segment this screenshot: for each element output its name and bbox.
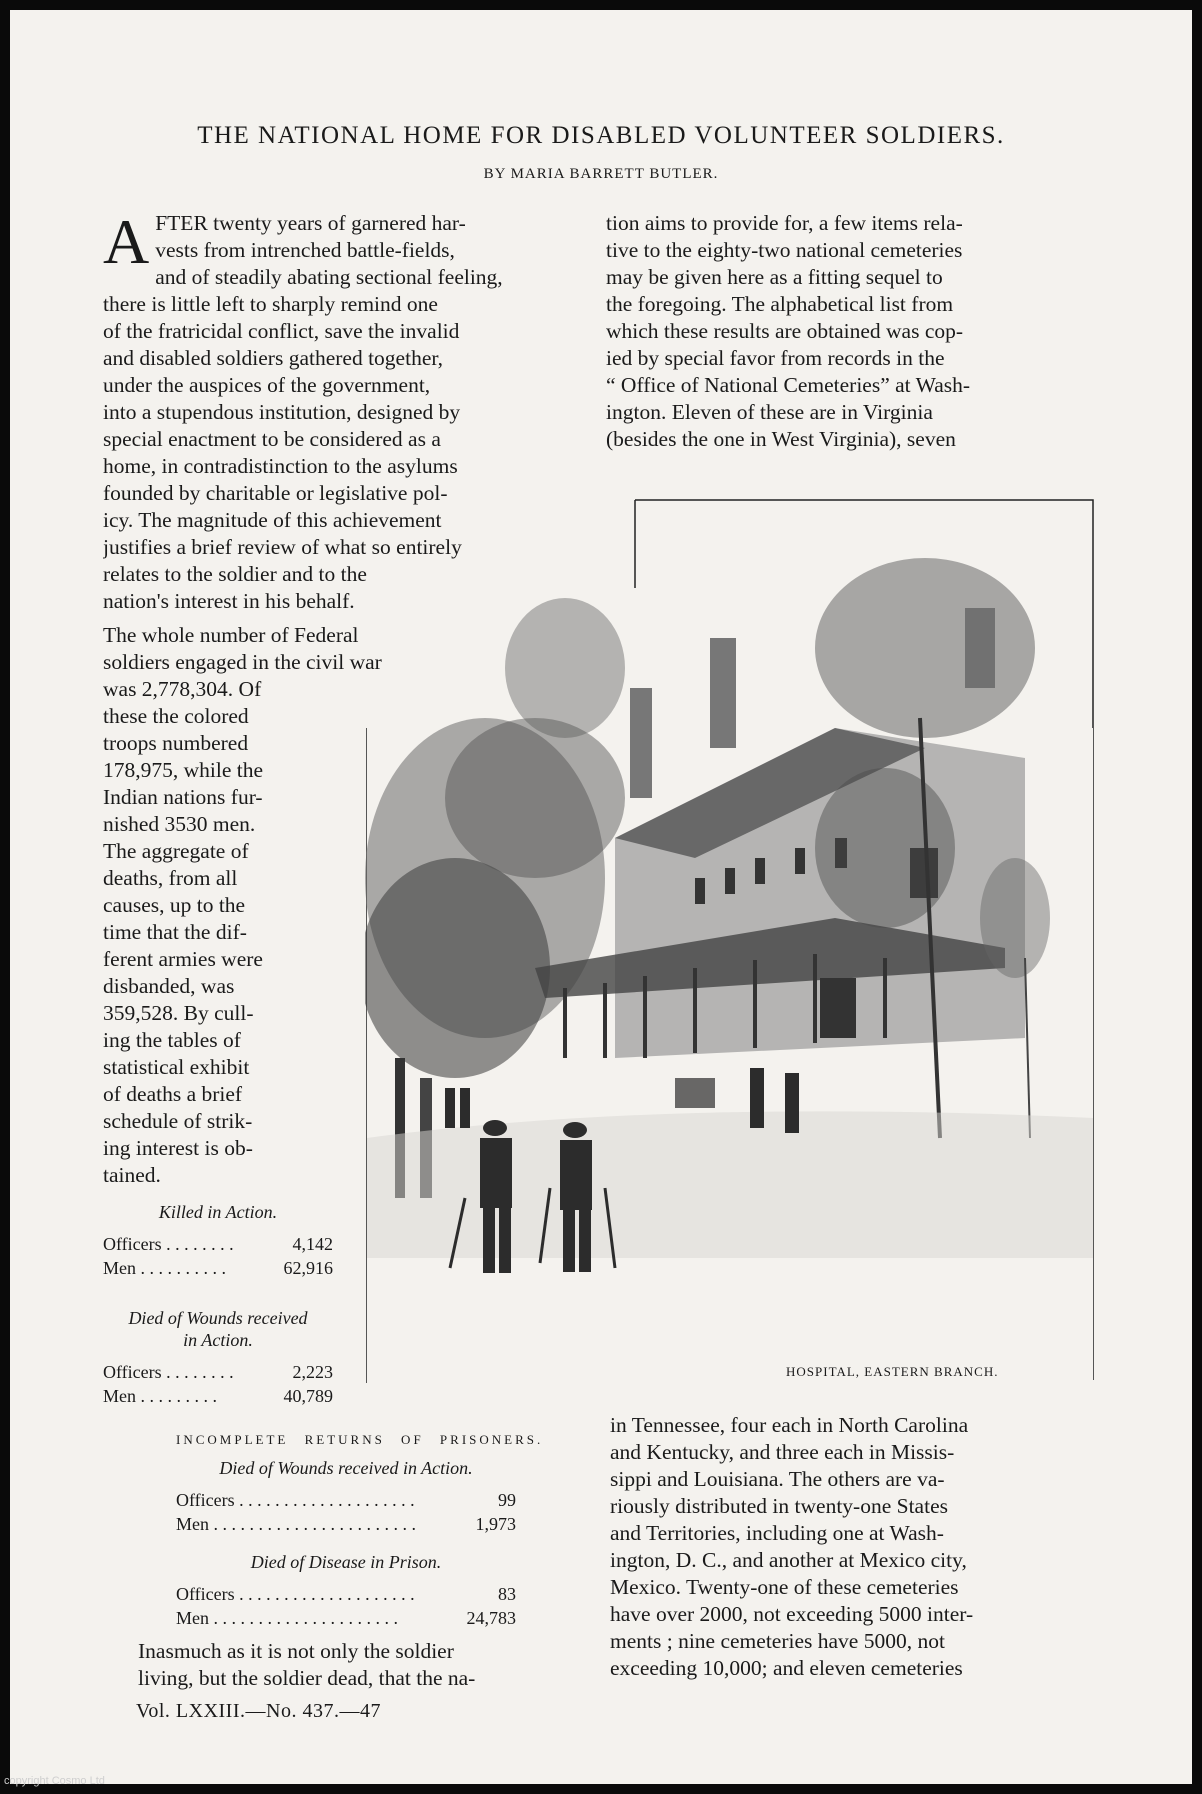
text-line: soldiers engaged in the civil war bbox=[103, 650, 382, 674]
text-line: into a stupendous institution, designed by bbox=[103, 400, 461, 424]
prisoners-heading: INCOMPLETE RETURNS OF PRISONERS. bbox=[176, 1432, 544, 1447]
text-line: schedule of strik- bbox=[103, 1109, 253, 1133]
text-line: statistical exhibit bbox=[103, 1055, 250, 1079]
prison-disease-officers-label: Officers . . . . . . . . . . . . . . . . . . . . bbox=[176, 1584, 415, 1604]
page-footer: Vol. LXXIII.—No. 437.—47 bbox=[136, 1700, 381, 1722]
text-line: tion aims to provide for, a few items rela- bbox=[606, 211, 963, 235]
killed-officers-label: Officers . . . . . . . . bbox=[103, 1234, 234, 1254]
prison-disease-officers-row bbox=[176, 1584, 516, 1605]
prison-wounds-officers-row bbox=[176, 1490, 516, 1511]
text-line: in Tennessee, four each in North Carolina bbox=[610, 1413, 969, 1437]
text-line: (besides the one in West Virginia), seven bbox=[606, 427, 956, 451]
text-line: icy. The magnitude of this achievement bbox=[103, 508, 442, 532]
text-line: troops numbered bbox=[103, 731, 249, 755]
text-line: of the fratricidal conflict, save the invalid bbox=[103, 319, 460, 343]
text-line: The aggregate of bbox=[103, 839, 249, 863]
right-column-top bbox=[606, 210, 1092, 453]
text-line: Mexico. Twenty-one of these cemeteries bbox=[610, 1575, 959, 1599]
text-line: have over 2000, not exceeding 5000 inter- bbox=[610, 1602, 974, 1626]
text-line: nished 3530 men. bbox=[103, 812, 256, 836]
text-line: vests from intrenched battle-fields, bbox=[155, 238, 455, 262]
text-line: of deaths a brief bbox=[103, 1082, 243, 1106]
text-line: Indian nations fur- bbox=[103, 785, 263, 809]
text-line: living, but the soldier dead, that the na- bbox=[138, 1666, 476, 1690]
prison-wounds-men-value: 1,973 bbox=[475, 1514, 516, 1534]
prison-disease-officers-value: 83 bbox=[498, 1584, 516, 1604]
killed-officers-row bbox=[103, 1234, 333, 1255]
wounds-heading-1: Died of Wounds received bbox=[128, 1308, 308, 1328]
text-line: which these results are obtained was cop- bbox=[606, 319, 964, 343]
text-line: riously distributed in twenty-one States bbox=[610, 1494, 948, 1518]
wounds-men-label: Men . . . . . . . . . bbox=[103, 1386, 217, 1406]
text-line: ferent armies were bbox=[103, 947, 263, 971]
text-line: 178,975, while the bbox=[103, 758, 264, 782]
text-line: justifies a brief review of what so entirely bbox=[103, 535, 462, 559]
killed-officers-value: 4,142 bbox=[292, 1234, 333, 1254]
text-line: ments ; nine cemeteries have 5000, not bbox=[610, 1629, 945, 1653]
prison-disease-men-value: 24,783 bbox=[466, 1608, 516, 1628]
text-line: and disabled soldiers gathered together, bbox=[103, 346, 444, 370]
text-line: time that the dif- bbox=[103, 920, 247, 944]
text-line: tained. bbox=[103, 1163, 161, 1187]
text-line: under the auspices of the government, bbox=[103, 373, 431, 397]
illustration-caption: HOSPITAL, EASTERN BRANCH. bbox=[786, 1364, 999, 1379]
text-line: ing interest is ob- bbox=[103, 1136, 253, 1160]
article-byline: BY MARIA BARRETT BUTLER. bbox=[483, 166, 719, 182]
wounds-men-value: 40,789 bbox=[283, 1386, 333, 1406]
prison-wounds-heading: Died of Wounds received in Action. bbox=[219, 1458, 473, 1478]
magazine-page bbox=[10, 10, 1192, 1784]
watermark-text: copyright Cosmo Ltd bbox=[4, 1775, 105, 1787]
text-line: these the colored bbox=[103, 704, 249, 728]
text-line: was 2,778,304. Of bbox=[103, 677, 262, 701]
text-line: and Kentucky, and three each in Missis- bbox=[610, 1440, 955, 1464]
text-line: nation's interest in his behalf. bbox=[103, 589, 355, 613]
text-line: deaths, from all bbox=[103, 866, 238, 890]
text-line: 359,528. By cull- bbox=[103, 1001, 254, 1025]
right-column-bottom bbox=[610, 1412, 1100, 1682]
text-line: founded by charitable or legislative pol- bbox=[103, 481, 448, 505]
killed-heading: Killed in Action. bbox=[158, 1202, 278, 1222]
text-line: ington, D. C., and another at Mexico city, bbox=[610, 1548, 967, 1572]
text-line: and of steadily abating sectional feeling, bbox=[155, 265, 503, 289]
text-line: may be given here as a fitting sequel to bbox=[606, 265, 943, 289]
prison-wounds-men-row bbox=[176, 1514, 516, 1535]
drop-cap: A bbox=[103, 206, 150, 277]
text-line: ied by special favor from records in the bbox=[606, 346, 945, 370]
prison-disease-heading: Died of Disease in Prison. bbox=[250, 1552, 442, 1572]
paragraph-inasmuch bbox=[138, 1638, 598, 1692]
text-line: Inasmuch as it is not only the soldier bbox=[138, 1639, 454, 1663]
text-line: ington. Eleven of these are in Virginia bbox=[606, 400, 933, 424]
text-line: the foregoing. The alphabetical list from bbox=[606, 292, 954, 316]
text-line: FTER twenty years of garnered har- bbox=[155, 211, 466, 235]
text-line: relates to the soldier and to the bbox=[103, 562, 367, 586]
prison-disease-men-label: Men . . . . . . . . . . . . . . . . . . . . . bbox=[176, 1608, 398, 1628]
prison-wounds-officers-value: 99 bbox=[498, 1490, 516, 1510]
wounds-men-row bbox=[103, 1386, 333, 1407]
text-line: special enactment to be considered as a bbox=[103, 427, 441, 451]
text-line: causes, up to the bbox=[103, 893, 246, 917]
killed-men-value: 62,916 bbox=[283, 1258, 333, 1278]
prison-wounds-men-label: Men . . . . . . . . . . . . . . . . . . . . . . . bbox=[176, 1514, 416, 1534]
text-line: ing the tables of bbox=[103, 1028, 241, 1052]
wounds-heading-2: in Action. bbox=[183, 1330, 253, 1350]
text-line: tive to the eighty-two national cemeteries bbox=[606, 238, 963, 262]
killed-men-label: Men . . . . . . . . . . bbox=[103, 1258, 226, 1278]
text-line: exceeding 10,000; and eleven cemeteries bbox=[610, 1656, 963, 1680]
text-line: home, in contradistinction to the asylums bbox=[103, 454, 458, 478]
prison-wounds-officers-label: Officers . . . . . . . . . . . . . . . . . . . . bbox=[176, 1490, 415, 1510]
text-line: sippi and Louisiana. The others are va- bbox=[610, 1467, 945, 1491]
text-line: there is little left to sharply remind one bbox=[103, 292, 438, 316]
wounds-officers-value: 2,223 bbox=[292, 1362, 333, 1382]
text-line: “ Office of National Cemeteries” at Wash- bbox=[606, 373, 971, 397]
text-line: disbanded, was bbox=[103, 974, 235, 998]
wounds-officers-row bbox=[103, 1362, 333, 1383]
wounds-officers-label: Officers . . . . . . . . bbox=[103, 1362, 234, 1382]
prison-disease-men-row bbox=[176, 1608, 516, 1629]
killed-men-row bbox=[103, 1258, 333, 1279]
hospital-illustration bbox=[365, 498, 1095, 1383]
article-title: THE NATIONAL HOME FOR DISABLED VOLUNTEER SOLDIERS. bbox=[197, 122, 1005, 149]
text-line: The whole number of Federal bbox=[103, 623, 359, 647]
text-line: and Territories, including one at Wash- bbox=[610, 1521, 944, 1545]
